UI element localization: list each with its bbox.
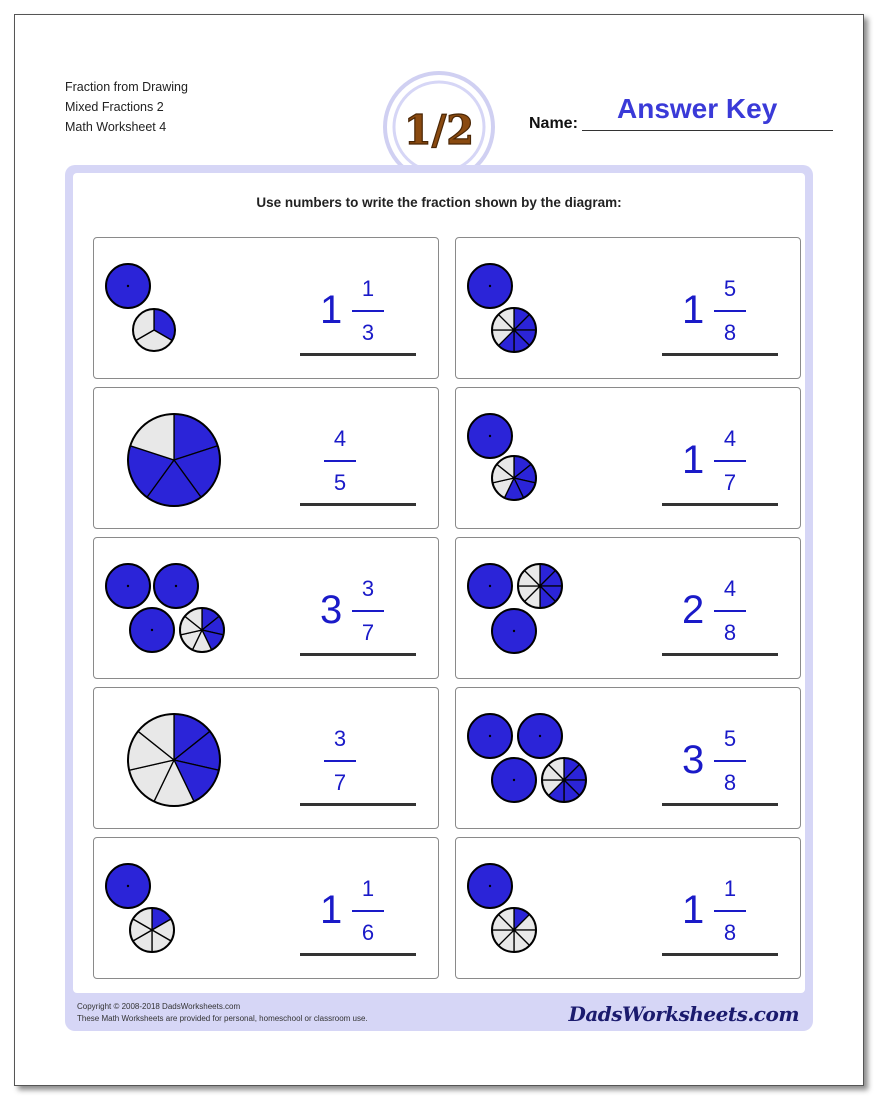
numerator: 3	[333, 726, 347, 751]
problem-box	[455, 837, 801, 979]
circle-center-dot	[151, 629, 153, 631]
problem-box	[93, 687, 439, 829]
numerator: 4	[723, 426, 737, 451]
fraction-bar	[714, 460, 746, 462]
whole-number: 1	[320, 288, 343, 332]
fraction-diagram	[456, 238, 656, 378]
whole-number: 1	[682, 288, 705, 332]
numerator: 5	[723, 276, 737, 301]
fraction-diagram	[94, 238, 294, 378]
problem-box	[455, 537, 801, 679]
circle-center-dot	[489, 285, 491, 287]
whole-circle	[492, 609, 536, 653]
denominator: 8	[723, 920, 737, 945]
partial-circle	[128, 714, 220, 806]
footer-text	[77, 1001, 368, 1025]
numerator: 5	[723, 726, 737, 751]
circle-center-dot	[127, 585, 129, 587]
partial-circle	[492, 908, 536, 952]
whole-circle	[518, 714, 562, 758]
worksheet-frame-inner	[73, 173, 805, 993]
answer-line	[662, 353, 778, 356]
whole-circle	[154, 564, 198, 608]
worksheet-frame	[65, 165, 813, 1031]
denominator: 3	[361, 320, 375, 345]
answer-area	[662, 858, 778, 956]
answer-line	[300, 803, 416, 806]
fraction-bar	[324, 460, 356, 462]
problem-box	[93, 837, 439, 979]
answer-line	[662, 503, 778, 506]
answer-area	[300, 558, 416, 656]
fraction-bar	[714, 610, 746, 612]
numerator: 4	[333, 426, 347, 451]
name-row	[529, 95, 833, 135]
answer-area	[300, 408, 416, 506]
copyright-text: Copyright © 2008-2018 DadsWorksheets.com	[77, 1002, 241, 1011]
answer-area	[662, 258, 778, 356]
circle-center-dot	[489, 435, 491, 437]
answer-key-text: Answer Key	[617, 93, 778, 124]
answer-area	[300, 858, 416, 956]
fraction-bar	[352, 610, 384, 612]
circle-center-dot	[489, 585, 491, 587]
whole-circle	[468, 864, 512, 908]
fraction-bar	[352, 910, 384, 912]
denominator: 8	[723, 770, 737, 795]
whole-number: 3	[682, 738, 705, 782]
fraction-diagram	[94, 688, 294, 828]
fraction-diagram	[94, 388, 294, 528]
circle-center-dot	[127, 885, 129, 887]
partial-circle	[492, 456, 536, 500]
answer-area	[300, 258, 416, 356]
partial-circle	[130, 908, 174, 952]
whole-circle	[106, 564, 150, 608]
denominator: 6	[361, 920, 375, 945]
denominator: 5	[333, 470, 347, 495]
worksheet-page	[14, 14, 864, 1086]
denominator: 7	[361, 620, 375, 645]
fraction-diagram	[456, 688, 656, 828]
title-line-2: Mixed Fractions 2	[65, 100, 164, 114]
partial-circle	[542, 758, 586, 802]
denominator: 8	[723, 320, 737, 345]
answer-line	[300, 953, 416, 956]
whole-number: 3	[320, 588, 343, 632]
circle-center-dot	[489, 885, 491, 887]
answer-line	[662, 653, 778, 656]
whole-circle	[106, 264, 150, 308]
fraction-diagram	[456, 838, 656, 978]
whole-circle	[468, 264, 512, 308]
whole-circle	[130, 608, 174, 652]
circle-center-dot	[539, 735, 541, 737]
whole-number: 2	[682, 588, 705, 632]
circle-center-dot	[513, 630, 515, 632]
fraction-diagram	[456, 538, 656, 678]
fraction-bar	[324, 760, 356, 762]
numerator: 1	[723, 876, 737, 901]
whole-circle	[468, 564, 512, 608]
answer-line	[300, 353, 416, 356]
whole-number: 1	[682, 438, 705, 482]
fraction-bar	[714, 310, 746, 312]
brand-logo-text: DadsWorksheets.com	[568, 1002, 799, 1026]
problem-box	[455, 387, 801, 529]
title-line-3: Math Worksheet 4	[65, 120, 167, 134]
answer-area	[662, 408, 778, 506]
problem-box	[455, 687, 801, 829]
whole-circle	[468, 414, 512, 458]
denominator: 7	[723, 470, 737, 495]
partial-circle	[128, 414, 220, 506]
answer-area	[300, 708, 416, 806]
numerator: 4	[723, 576, 737, 601]
whole-number: 1	[320, 888, 343, 932]
numerator: 3	[361, 576, 375, 601]
instruction-text: Use numbers to write the fraction shown by the diagram:	[256, 195, 622, 210]
circle-center-dot	[127, 285, 129, 287]
whole-number: 1	[682, 888, 705, 932]
fraction-diagram	[94, 538, 294, 678]
problem-box	[93, 387, 439, 529]
answer-line	[300, 653, 416, 656]
worksheet-title-block	[65, 77, 188, 137]
fraction-bar	[714, 910, 746, 912]
problem-box	[93, 537, 439, 679]
fraction-diagram	[456, 388, 656, 528]
whole-circle	[492, 758, 536, 802]
numerator: 1	[361, 876, 375, 901]
partial-circle	[518, 564, 562, 608]
answer-line	[662, 953, 778, 956]
denominator: 8	[723, 620, 737, 645]
partial-circle	[180, 608, 224, 652]
name-line	[582, 130, 833, 131]
partial-circle	[133, 309, 175, 351]
fraction-bar	[714, 760, 746, 762]
circle-center-dot	[489, 735, 491, 737]
circle-center-dot	[175, 585, 177, 587]
problem-box	[455, 237, 801, 379]
whole-circle	[468, 714, 512, 758]
denominator: 7	[333, 770, 347, 795]
name-label: Name:	[529, 115, 578, 132]
title-line-1: Fraction from Drawing	[65, 80, 188, 94]
answer-line	[662, 803, 778, 806]
logo-text: 1/2	[403, 107, 475, 154]
usage-note-text: These Math Worksheets are provided for personal, homeschool or classroom use.	[77, 1014, 368, 1023]
whole-circle	[106, 864, 150, 908]
fraction-bar	[352, 310, 384, 312]
problem-box	[93, 237, 439, 379]
answer-area	[662, 558, 778, 656]
answer-area	[662, 708, 778, 806]
numerator: 1	[361, 276, 375, 301]
partial-circle	[492, 308, 536, 352]
answer-line	[300, 503, 416, 506]
circle-center-dot	[513, 779, 515, 781]
fraction-diagram	[94, 838, 294, 978]
